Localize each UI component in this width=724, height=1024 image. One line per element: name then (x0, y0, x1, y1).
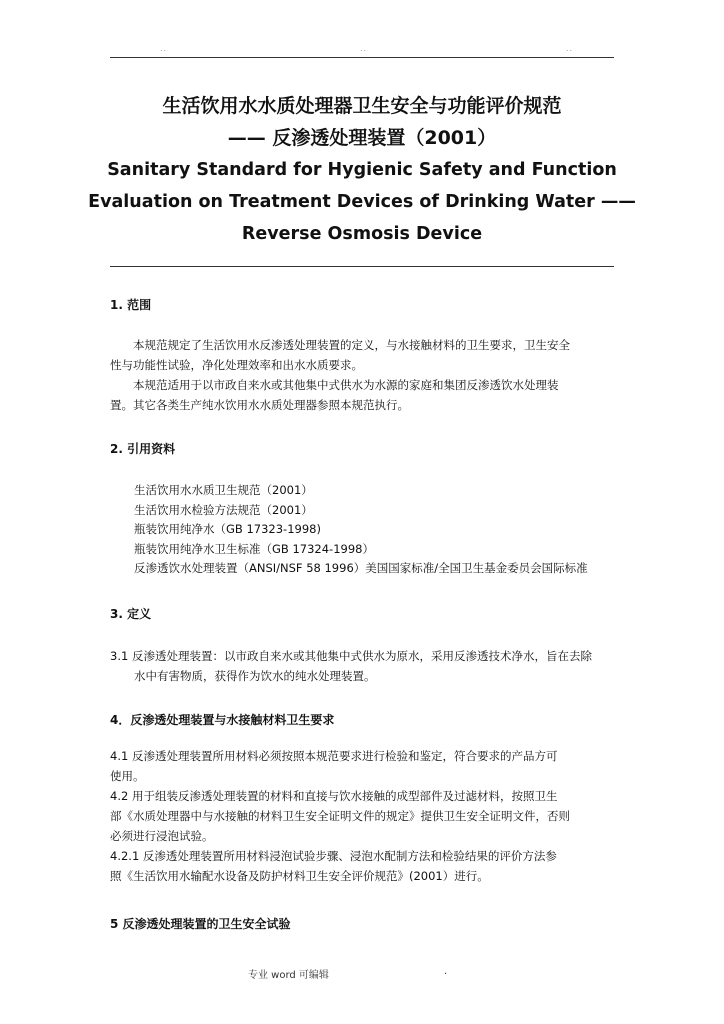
reference-item: 生活饮用水水质卫生规范（2001） (134, 483, 313, 497)
section-1-p1-line2: 性与功能性试验，净化处理效率和出水水质要求。 (110, 358, 363, 372)
header-rule (110, 57, 614, 58)
definition-line2: 水中有害物质，获得作为饮水的纯水处理装置。 (134, 669, 376, 683)
header-mark-left: .. (160, 44, 168, 53)
reference-item: 反渗透饮水处理装置（ANSI/NSF 58 1996）美国国家标准/全国卫生基金委员会国际标准 (134, 561, 588, 575)
reference-item: 瓶装饮用纯净水（GB 17323-1998) (134, 522, 321, 536)
clause-4-2-line1: 4.2 用于组装反渗透处理装置的材料和直接与饮水接触的成型部件及过滤材料，按照卫生 (110, 789, 558, 803)
clause-4-2-1-line1: 4.2.1 反渗透处理装置所用材料浸泡试验步骤、浸泡水配制方法和检验结果的评价方法参 (110, 849, 557, 863)
section-1-heading: 1. 范围 (110, 298, 152, 312)
section-1-body (110, 335, 620, 415)
section-1-p1-line1: 本规范规定了生活饮用水反渗透处理装置的定义，与水接触材料的卫生要求，卫生安全 (133, 338, 570, 352)
document-title (60, 90, 664, 250)
section-4-body (110, 746, 620, 886)
section-3-body (110, 646, 620, 686)
reference-item: 瓶装饮用纯净水卫生标准（GB 17324-1998） (134, 541, 374, 556)
section-3-heading: 3. 定义 (110, 607, 152, 621)
clause-4-2-line3: 必须进行浸泡试验。 (110, 829, 214, 843)
section-1-p2-line1: 本规范适用于以市政自来水或其他集中式供水为水源的家庭和集团反渗透饮水处理装 (133, 378, 559, 392)
clause-4-1-line1: 4.1 反渗透处理装置所用材料必须按照本规范要求进行检验和鉴定，符合要求的产品方可 (110, 749, 558, 763)
title-en-line1: Sanitary Standard for Hygienic Safety and Function (107, 160, 617, 180)
section-1-p2-line2: 置。其它各类生产纯水饮用水水质处理器参照本规范执行。 (110, 398, 409, 412)
footer-mark: . (444, 966, 448, 977)
title-cn-line2: —— 反渗透处理装置（2001） (227, 127, 497, 149)
title-rule (110, 266, 614, 267)
footer-note: 专业 word 可编辑 (248, 970, 329, 981)
section-4-heading: 4．反渗透处理装置与水接触材料卫生要求 (110, 713, 335, 727)
section-2-heading: 2. 引用资料 (110, 442, 176, 456)
title-en-line3: Reverse Osmosis Device (241, 224, 483, 244)
header-mark-center: .. (360, 44, 368, 53)
header-mark-right: .. (566, 44, 574, 53)
reference-item: 生活饮用水检验方法规范（2001） (134, 502, 313, 517)
clause-4-2-line2: 部《水质处理器中与水接触的材料卫生安全证明文件的规定》提供卫生安全证明文件，否则 (110, 809, 570, 823)
definition-line1: 3.1 反渗透处理装置：以市政自来水或其他集中式供水为原水，采用反渗透技术净水，旨在去除 (110, 649, 592, 663)
clause-4-2-1-line2: 照《生活饮用水输配水设备及防护材料卫生安全评价规范》(2001）进行。 (110, 869, 489, 883)
section-5-heading: 5 反渗透处理装置的卫生安全试验 (110, 917, 291, 931)
clause-4-1-line2: 使用。 (110, 769, 145, 783)
title-cn-line1: 生活饮用水水质处理器卫生安全与功能评价规范 (162, 95, 562, 117)
title-en-line2: Evaluation on Treatment Devices of Drinking Water —— (88, 192, 636, 212)
reference-list (134, 481, 588, 579)
